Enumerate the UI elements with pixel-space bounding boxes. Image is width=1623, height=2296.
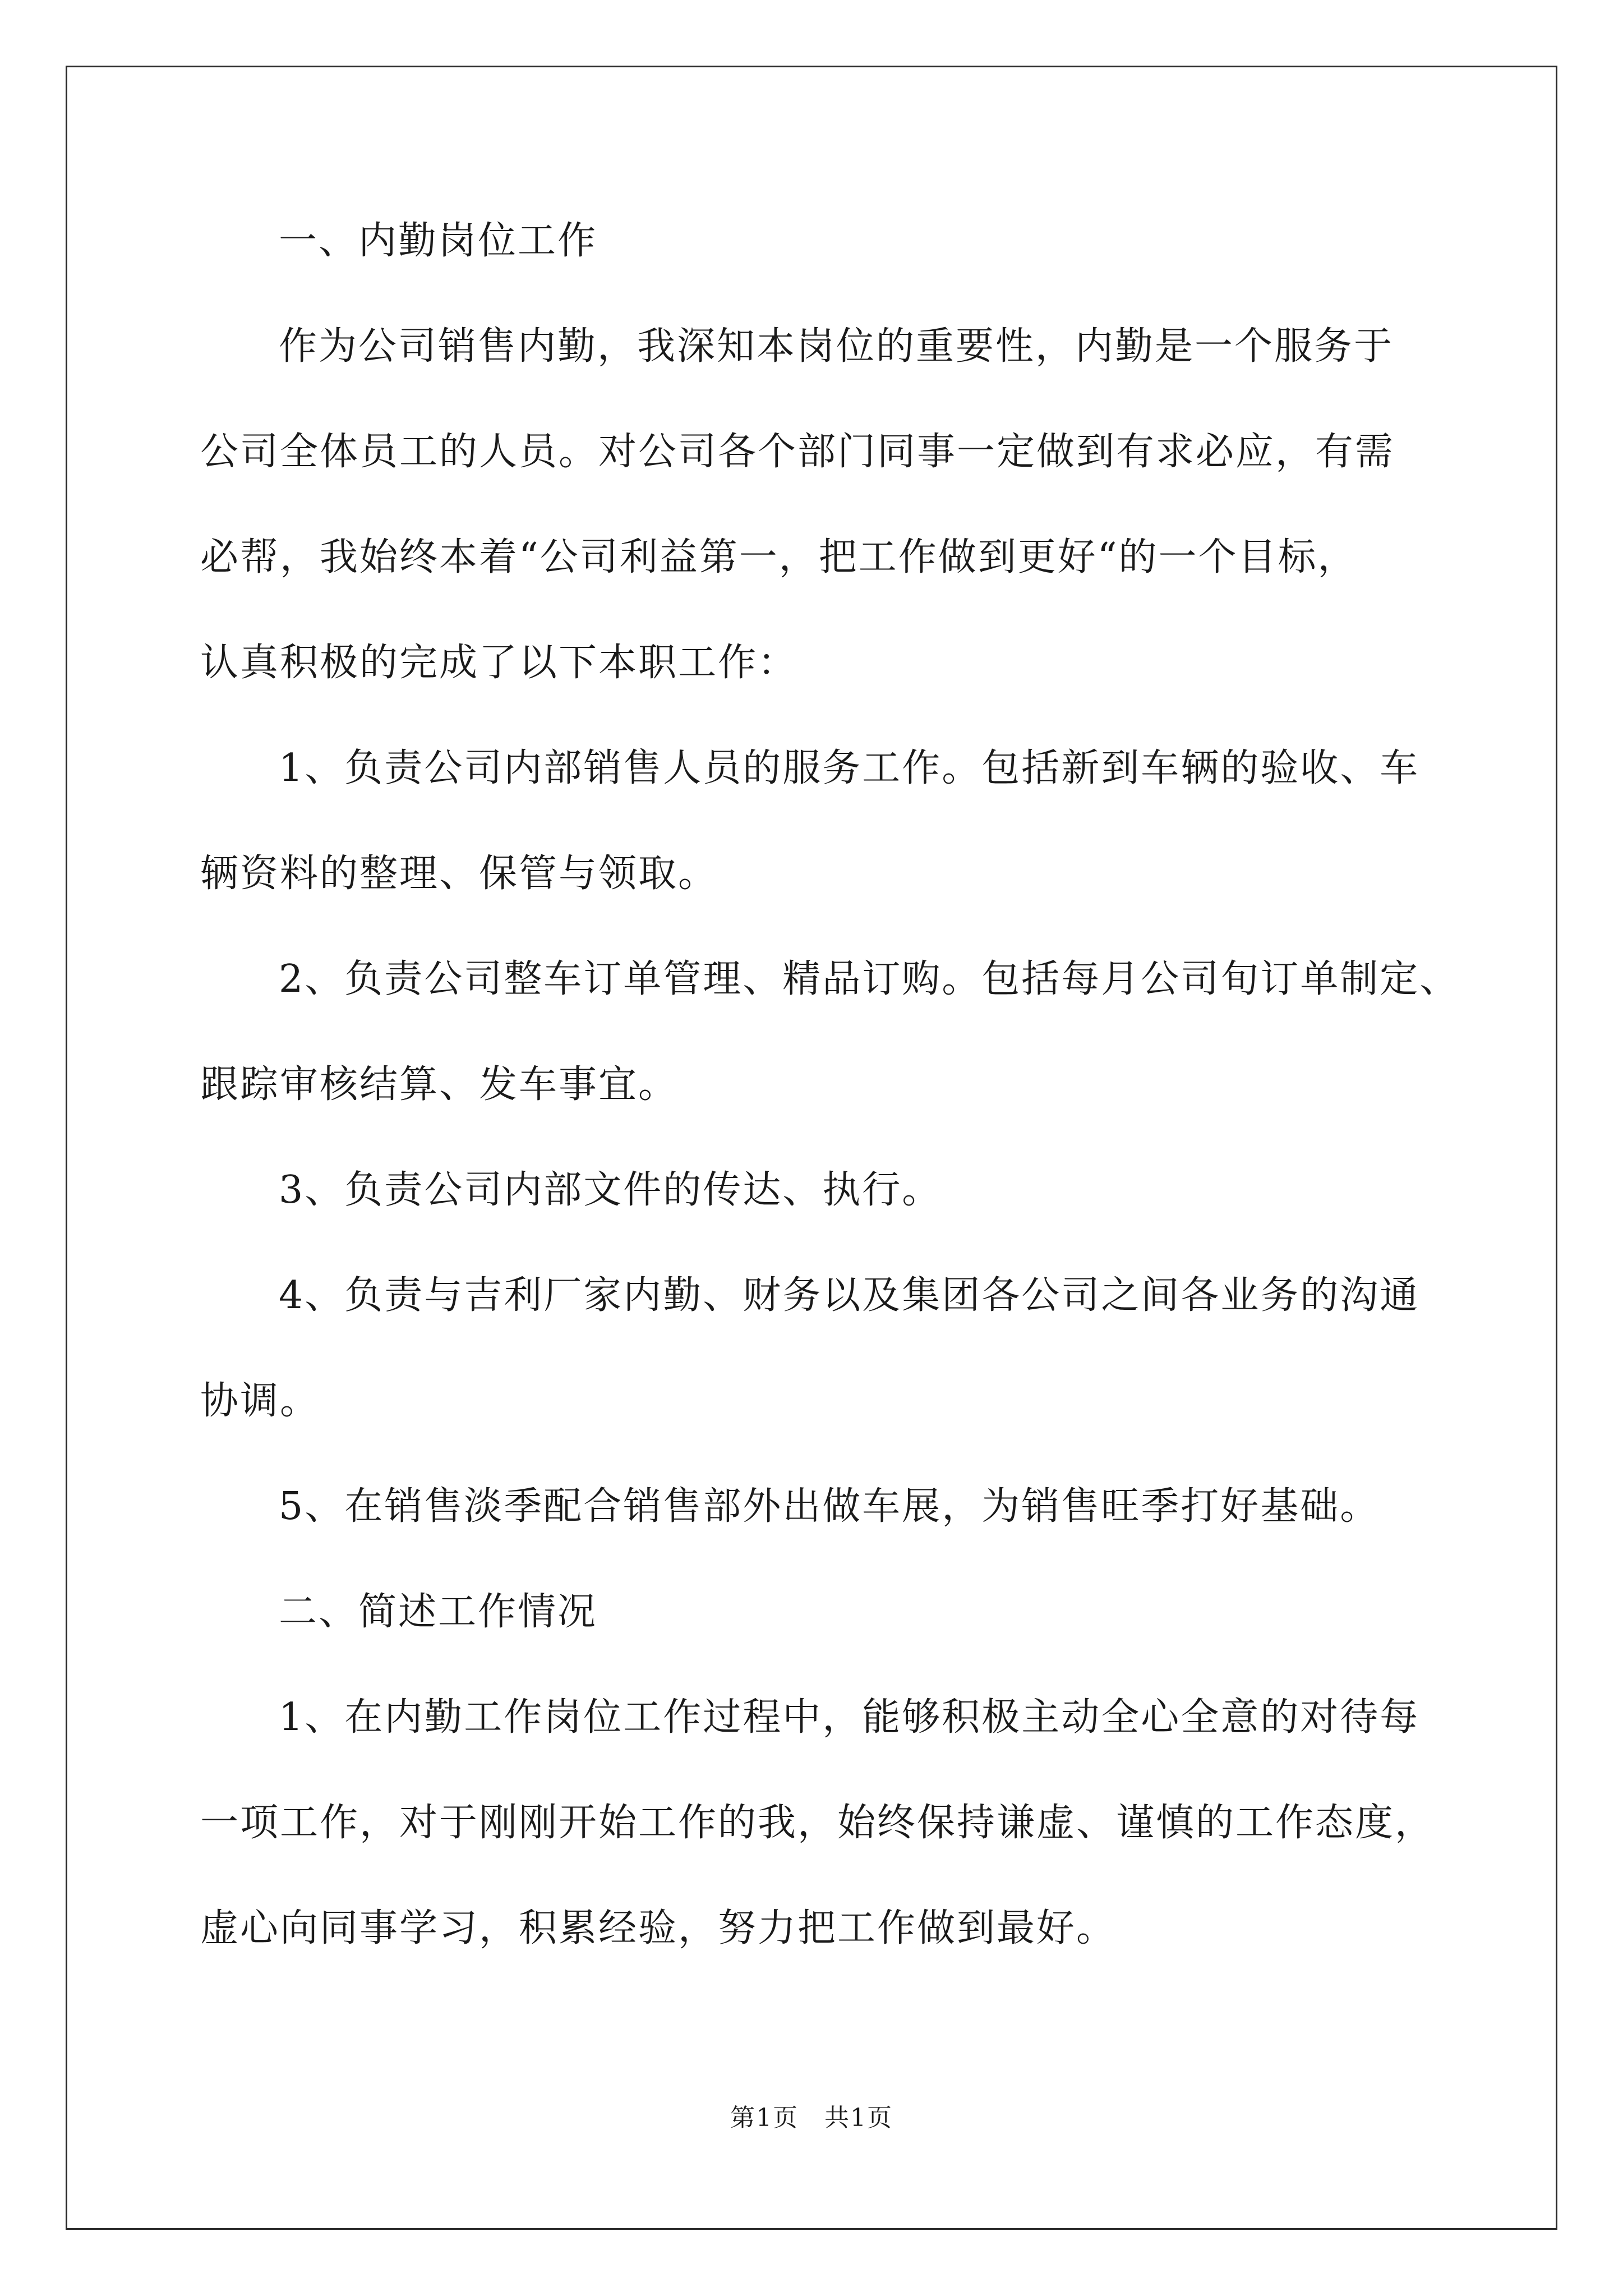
list-item-line: 协调。 (200, 1379, 320, 1423)
list-item-line: 1、负责公司内部销售人员的服务工作。包括新到车辆的验收、车 (279, 746, 1420, 790)
list-item-line: 一项工作，对于刚刚开始工作的我，始终保持谦虚、谨慎的工作态度， (200, 1801, 1435, 1845)
page-number-footer: 第1页 共1页 (730, 2104, 893, 2132)
list-item-line: 2、负责公司整车订单管理、精品订购。包括每月公司旬订单制定、 (279, 957, 1460, 1001)
list-item-line: 跟踪审核结算、发车事宜。 (200, 1062, 679, 1107)
list-item-line: 1、在内勤工作岗位工作过程中，能够积极主动全心全意的对待每 (279, 1695, 1420, 1740)
list-item-line: 4、负责与吉利厂家内勤、财务以及集团各公司之间各业务的沟通 (279, 1273, 1420, 1318)
list-item-line: 5、在销售淡季配合销售部外出做车展，为销售旺季打好基础。 (279, 1484, 1380, 1529)
paragraph-line: 必帮，我始终本着“公司利益第一，把工作做到更好“的一个目标， (200, 535, 1358, 579)
list-item-line: 3、负责公司内部文件的传达、执行。 (279, 1168, 942, 1212)
list-item-line: 虚心向同事学习，积累经验，努力把工作做到最好。 (200, 1906, 1117, 1950)
paragraph-line: 作为公司销售内勤，我深知本岗位的重要性，内勤是一个服务于 (279, 324, 1394, 369)
list-item-line: 辆资料的整理、保管与领取。 (200, 852, 718, 896)
paragraph-line: 公司全体员工的人员。对公司各个部门同事一定做到有求必应，有需 (200, 430, 1395, 474)
paragraph-line: 认真积极的完成了以下本职工作： (200, 641, 798, 685)
section-heading: 二、简述工作情况 (279, 1590, 598, 1634)
section-heading: 一、内勤岗位工作 (279, 219, 598, 263)
